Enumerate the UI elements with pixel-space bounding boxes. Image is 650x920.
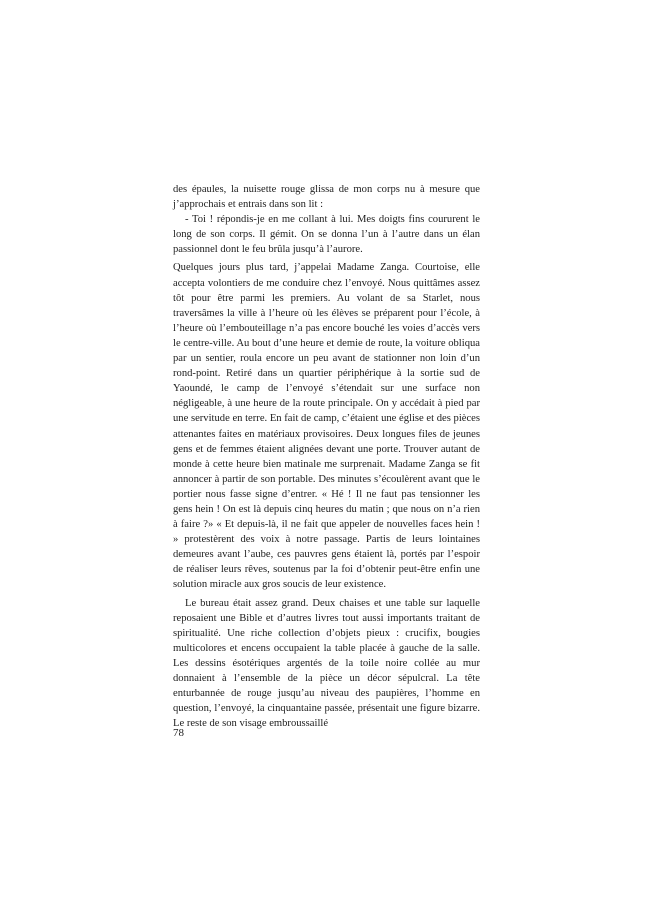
paragraph-1: des épaules, la nuisette rouge glissa de mon corps nu à mesure que j’approchais et entrais dans son lit : — [173, 184, 480, 211]
paragraph-4: Le bureau était assez grand. Deux chaises et une table sur laquelle reposaient une Bible et d’autres livres tout aussi importants traitant de spiritualité. Une riche collection d’objets pieux : crucifix, bougies multicolores et encens occupaient la table placée à gauche de la salle. Les dessins ésotériques argentés de la toile noire collée au mur donnaient à l’ensemble de la pièce un décor sépulcral. La tête enturbannée de rouge jusqu’au niveau des paupières, l’homme en question, l’envoyé, la cinquantaine passée, présentait une figure bizarre. Le reste de son visage embroussaillé — [173, 597, 480, 730]
page-number: 78 — [173, 727, 184, 739]
body-text — [173, 182, 480, 731]
paragraph-3: Quelques jours plus tard, j’appelai Madame Zanga. Courtoise, elle accepta volontiers de me conduire chez l’envoyé. Nous quittâmes assez tôt pour être parmi les premiers. Au volant de sa Starlet, nous traversâmes la ville à l’heure où les élèves se préparent pour l’école, à l’heure où l’embouteillage n’a pas encore bouché les voies d’accès vers le centre-ville. Au bout d’une heure et demie de route, la voiture obliqua par un sentier, roula encore un peu avant de stationner non loin d’un rond-point. Retiré dans un quartier périphérique à la sortie sud de Yaoundé, le camp de l’envoyé s’étendait sur une surface non négligeable, à une heure de la route principale. On y accédait à pied par une servitude en terre. En fait de camp, c’étaient une église et des pièces attenantes faites en matériaux provisoires. Deux longues files de jeunes gens et de femmes étaient alignées devant une porte. Trouver autant de monde à cette heure bien matinale me surprenait. Madame Zanga se fit annoncer à partir de son portable. Des minutes s’écoulèrent avant que le portier nous fasse signe d’entrer. « Hé ! Il ne faut pas tensionner les gens hein ! On est là depuis cinq heures du matin ; que nous on n’a rien à faire ?» « Et depuis-là, il ne fait que appeler de nouvelles faces hein ! » protestèrent des voix à notre passage. Partis de leurs lointaines demeures avant l’aube, ces pauvres gens étaient là, portés par l’espoir de réaliser leurs rêves, soutenus par la foi d’obtenir peut-être enfin une solution miracle aux gros soucis de leur existence. — [173, 262, 480, 591]
paragraph-2: - Toi ! répondis-je en me collant à lui. Mes doigts fins coururent le long de son corps. Il gémit. On se donna l’un à l’autre dans un élan passionnel dont le feu brûla jusqu’à l’aurore. — [173, 214, 480, 256]
